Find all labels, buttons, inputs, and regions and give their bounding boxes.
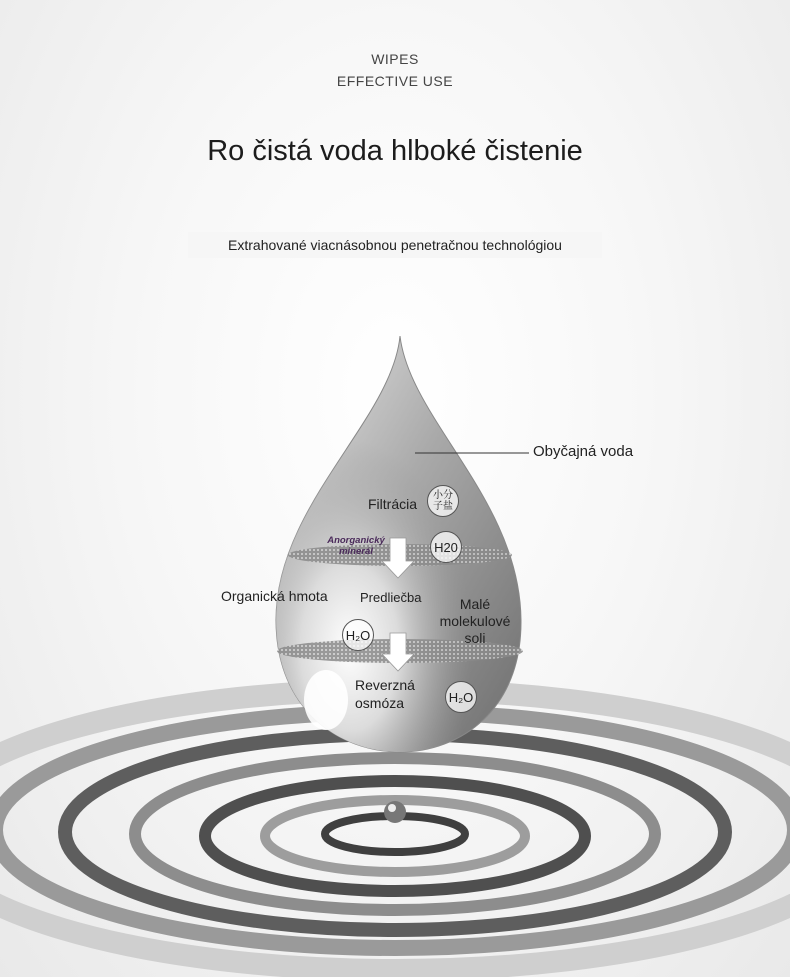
pretreatment-label: Predliečba — [360, 590, 422, 605]
h20-badge — [430, 531, 462, 563]
h2o-badge-upper-text: H₂O — [345, 627, 371, 643]
salt-badge-text: 小分 子盐 — [433, 490, 453, 512]
page-title: Ro čistá voda hlboké čistenie — [207, 135, 583, 167]
inorganic-mineral-label: Anorganický minerál — [327, 535, 385, 557]
page-subtitle: Extrahované viacnásobnou penetračnou technológiou — [228, 237, 562, 253]
organic-matter-label: Organická hmota — [221, 588, 328, 604]
h2o-badge-lower — [445, 681, 477, 713]
ordinary-water-label: Obyčajná voda — [533, 443, 634, 460]
small-molecule-salt-badge — [427, 485, 459, 517]
h2o-badge-upper — [342, 619, 374, 651]
filtration-label: Filtrácia — [368, 496, 418, 512]
header-line-wipes: WIPES — [371, 51, 419, 67]
header-line-effective-use: EFFECTIVE USE — [336, 73, 454, 89]
h20-badge-text: H20 — [434, 539, 458, 555]
h2o-badge-lower-text: H₂O — [448, 689, 474, 705]
reverse-osmosis-label: Reverzná osmóza — [355, 677, 415, 711]
small-molecular-salts-label: Malé molekulové soli — [439, 596, 511, 646]
